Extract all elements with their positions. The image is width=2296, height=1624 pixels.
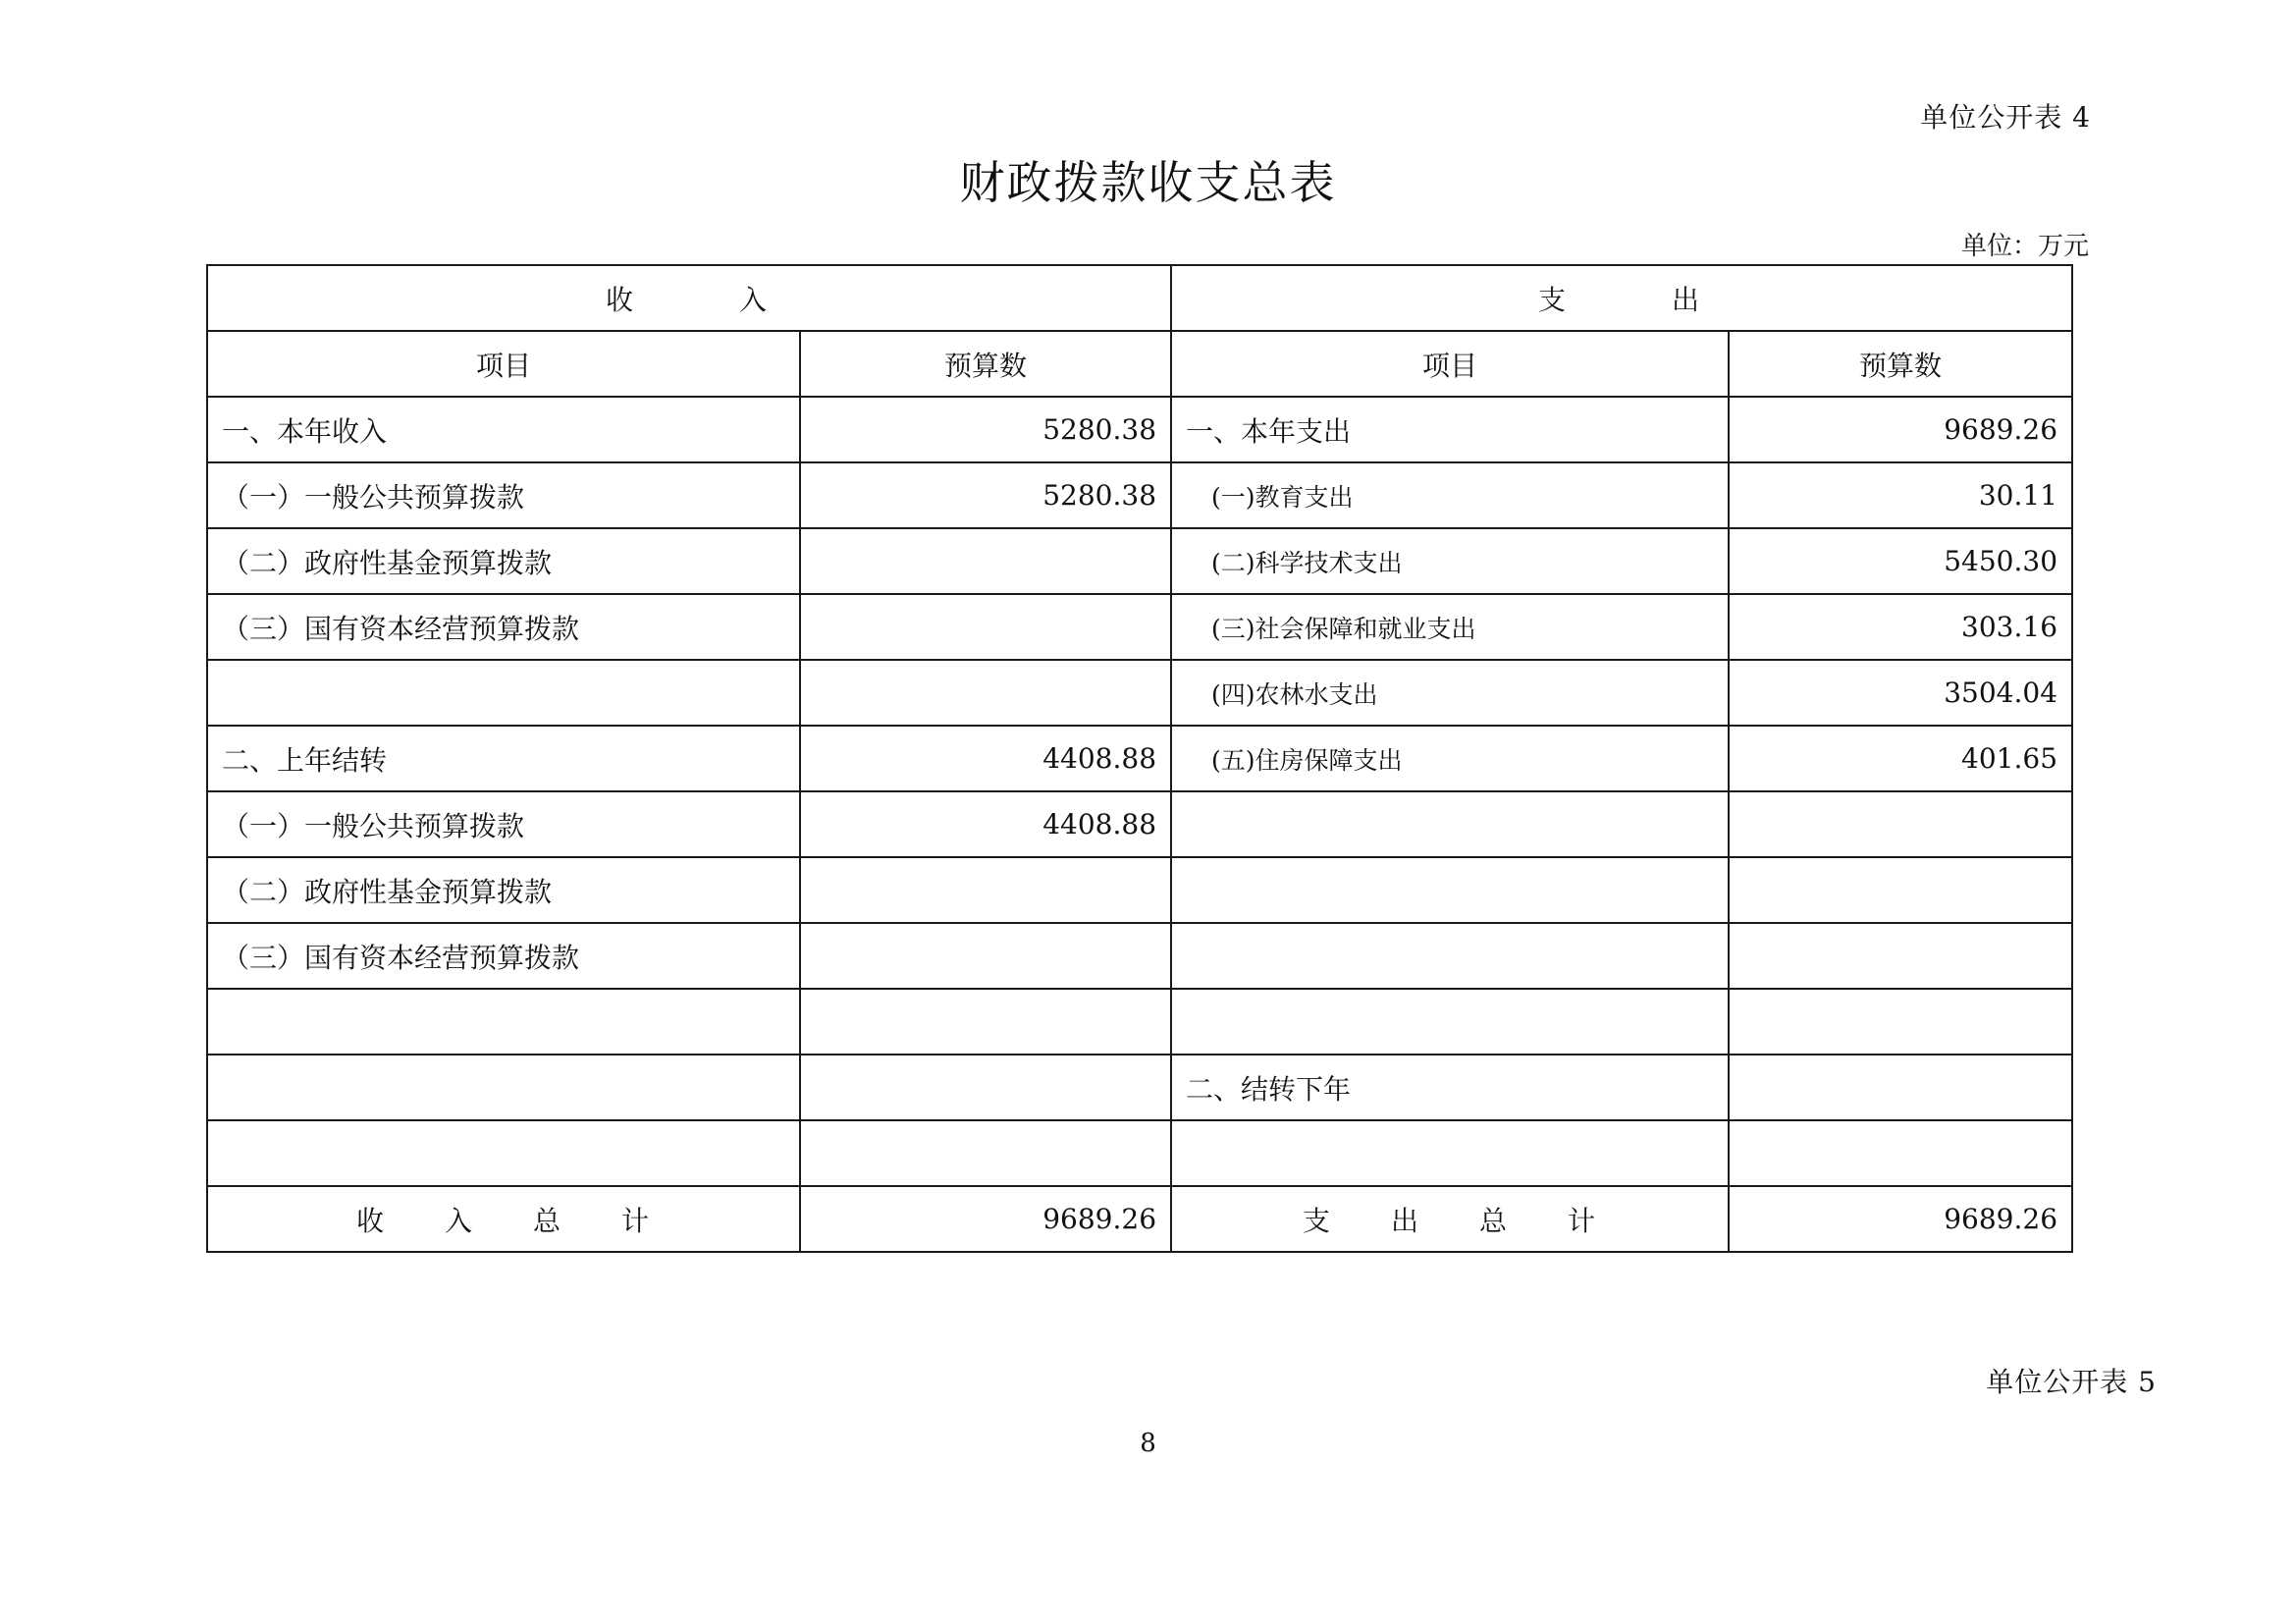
income-value <box>800 528 1171 594</box>
table-row <box>207 923 2072 989</box>
income-item: （一）一般公共预算拨款 <box>207 791 800 857</box>
income-value: 5280.38 <box>800 397 1171 462</box>
income-value <box>800 923 1171 989</box>
expense-item: (二)科学技术支出 <box>1171 528 1729 594</box>
expense-item: 二、结转下年 <box>1171 1055 1729 1120</box>
income-item <box>207 1055 800 1120</box>
total-row <box>207 1186 2072 1252</box>
expense-item <box>1171 1120 1729 1186</box>
expense-value <box>1729 1055 2072 1120</box>
expense-value: 3504.04 <box>1729 660 2072 726</box>
expense-value: 9689.26 <box>1729 397 2072 462</box>
income-item: 一、本年收入 <box>207 397 800 462</box>
expense-item-header: 项目 <box>1171 331 1729 397</box>
expense-budget-header: 预算数 <box>1729 331 2072 397</box>
income-total-value: 9689.26 <box>800 1186 1171 1252</box>
table-row <box>207 791 2072 857</box>
income-value <box>800 857 1171 923</box>
table-row <box>207 726 2072 791</box>
table-row <box>207 397 2072 462</box>
column-header-row <box>207 331 2072 397</box>
expense-value: 401.65 <box>1729 726 2072 791</box>
expense-item: (四)农林水支出 <box>1171 660 1729 726</box>
income-value <box>800 1120 1171 1186</box>
income-item <box>207 989 800 1055</box>
table-row <box>207 528 2072 594</box>
expense-header: 支 出 <box>1171 265 2072 331</box>
income-value <box>800 660 1171 726</box>
income-budget-header: 预算数 <box>800 331 1171 397</box>
income-value: 4408.88 <box>800 726 1171 791</box>
income-item: 二、上年结转 <box>207 726 800 791</box>
expense-item: (一)教育支出 <box>1171 462 1729 528</box>
income-item-header: 项目 <box>207 331 800 397</box>
expense-value <box>1729 1120 2072 1186</box>
unit-label: 单位：万元 <box>1960 232 2089 261</box>
income-value: 5280.38 <box>800 462 1171 528</box>
form-number-bottom: 单位公开表 5 <box>1986 1366 2157 1398</box>
page-title: 财政拨款收支总表 <box>959 156 1337 209</box>
expense-item <box>1171 791 1729 857</box>
income-header: 收 入 <box>207 265 1171 331</box>
expense-value <box>1729 923 2072 989</box>
expense-value: 5450.30 <box>1729 528 2072 594</box>
expense-value <box>1729 857 2072 923</box>
income-item: （二）政府性基金预算拨款 <box>207 857 800 923</box>
table-row <box>207 1055 2072 1120</box>
section-header-row <box>207 265 2072 331</box>
expense-total-label: 支 出 总 计 <box>1171 1186 1729 1252</box>
income-value <box>800 594 1171 660</box>
expense-item: (五)住房保障支出 <box>1171 726 1729 791</box>
expense-item <box>1171 923 1729 989</box>
expense-value <box>1729 989 2072 1055</box>
income-value <box>800 1055 1171 1120</box>
table-row <box>207 462 2072 528</box>
expense-item: (三)社会保障和就业支出 <box>1171 594 1729 660</box>
form-number-top: 单位公开表 4 <box>1920 101 2091 134</box>
expense-value <box>1729 791 2072 857</box>
income-item: （三）国有资本经营预算拨款 <box>207 923 800 989</box>
table-row <box>207 660 2072 726</box>
income-item <box>207 660 800 726</box>
expense-value: 303.16 <box>1729 594 2072 660</box>
budget-table <box>206 264 2073 1253</box>
table-row <box>207 594 2072 660</box>
expense-total-value: 9689.26 <box>1729 1186 2072 1252</box>
income-value: 4408.88 <box>800 791 1171 857</box>
income-item: （二）政府性基金预算拨款 <box>207 528 800 594</box>
expense-item <box>1171 857 1729 923</box>
table-row <box>207 989 2072 1055</box>
table-row <box>207 1120 2072 1186</box>
income-item: （三）国有资本经营预算拨款 <box>207 594 800 660</box>
income-item <box>207 1120 800 1186</box>
expense-item <box>1171 989 1729 1055</box>
table-row <box>207 857 2072 923</box>
expense-item: 一、本年支出 <box>1171 397 1729 462</box>
income-value <box>800 989 1171 1055</box>
income-total-label: 收 入 总 计 <box>207 1186 800 1252</box>
income-item: （一）一般公共预算拨款 <box>207 462 800 528</box>
expense-value: 30.11 <box>1729 462 2072 528</box>
page-number: 8 <box>1140 1429 1156 1458</box>
